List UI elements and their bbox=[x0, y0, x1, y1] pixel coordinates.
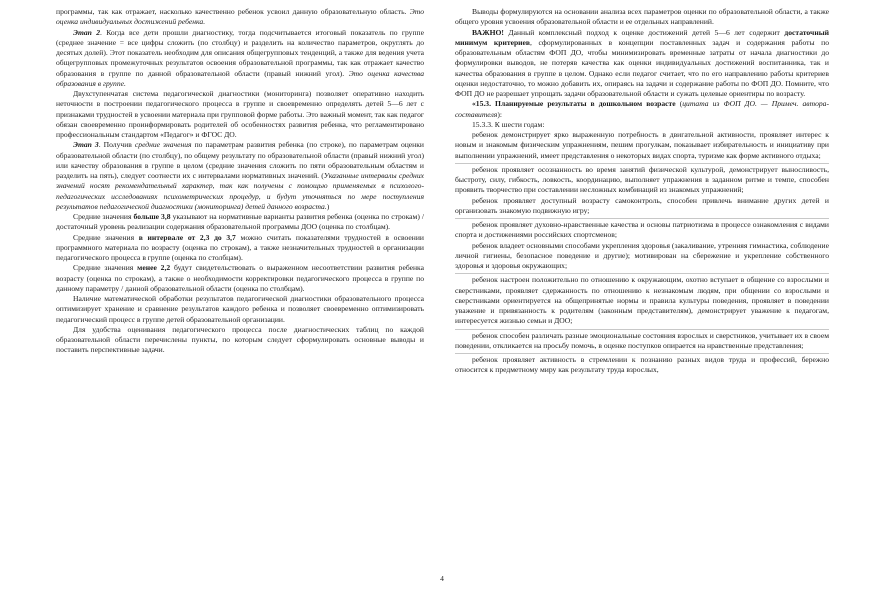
paragraph-interval-low: Средние значения менее 2,2 будут свидетельствовать о выраженном несоответствии развития ребенка возрасту (оценка по строкам), а также о необходимости корректировки педагогического процесса в группе по данному параметру / данной образовательной области (оценка по столбцам). bbox=[56, 263, 424, 293]
page-number: 4 bbox=[440, 574, 444, 583]
paragraph-stage-3: Этап 3. Получив средние значения по параметрам развития ребенка (по строке), по параметрам оценки образовательной области (по столбцу), по общему результату по образовательной области (правый нижний угол) или качеству образования в группе в целом (средние значения сложить по пяти образовательным областям и разделить на пять), следует соотнести их с интервалами нормативных значений. (Указанные интервалы средних значений носят рекомендательный характер, так как получены с помощью применяемых в психолого-педагогических исследованиях психометрических процедур, и будут уточняться по мере поступления результатов педагогической диагностики (мониторинга) детей данного возраста.) bbox=[56, 140, 424, 211]
paragraph: программы, так как отражает, насколько качественно ребенок усвоил данную образовательную область. Это оценка индивидуальных достижений ребенка. bbox=[56, 7, 424, 27]
section-heading: «15.3. Планируемые результаты в дошкольном возрасте (цитата из ФОП ДО. — Примеч. автора-составителя): bbox=[455, 99, 829, 119]
list-item: ребенок проявляет духовно-нравственные качества и основы патриотизма в процессе ознакомления с видами спорта и достижениями российских спортсменов; bbox=[455, 220, 829, 240]
divider bbox=[455, 353, 829, 354]
right-column bbox=[455, 7, 829, 376]
divider bbox=[455, 218, 829, 219]
list-item: ребенок демонстрирует ярко выраженную потребность в двигательной активности, проявляет интерес к новым и знакомым физическим упражнениям, пешим прогулкам, показывает избирательность и инициативу при выполнении упражнений, имеет представления о некоторых видах спорта, туризме как форме активного отдыха; bbox=[455, 130, 829, 160]
paragraph: Для удобства оценивания педагогического процесса после диагностических таблиц по каждой образовательной области перечислены пункты, по которым следует сформулировать основные выводы и поставить перспективные задачи. bbox=[56, 324, 424, 355]
paragraph-interval-high: Средние значения больше 3,8 указывают на нормативные варианты развития ребенка (оценка по строкам) / достаточный уровень реализации содержания образовательной программы ДОО (оценка по столбцам). bbox=[56, 212, 425, 232]
list-item: ребенок проявляет осознанность во время занятий физической культурой, демонстрирует выносливость, быстроту, силу, гибкость, ловкость, координацию, выполняет упражнения в заданном ритме и темпе, способен проявить творчество при составлении несложных комбинаций из знакомых упражнений; bbox=[455, 164, 829, 195]
list-item: ребенок проявляет активность в стремлении к познанию разных видов труда и профессий, бережно относится к предметному миру как результату труда взрослых, bbox=[455, 355, 829, 375]
list-item: ребенок настроен положительно по отношению к окружающим, охотно вступает в общение со взрослыми и сверстниками, проявляет сдержанность по отношению к незнакомым людям, при общении со взрослыми и сверстниками ориентируется на общепринятые нормы и правила культуры поведения, проявляет в поведении уважение и привязанность к родителям (законным представителям), демонстрирует уважение к педагогам, интересуется жизнью семьи и ДОО; bbox=[455, 275, 829, 326]
list-item: ребенок владеет основными способами укрепления здоровья (закаливание, утренняя гимнастика, соблюдение личной гигиены, безопасное поведение и другие); мотивирован на сбережение и укрепление собственного здоровья и здоровья окружающих; bbox=[455, 240, 829, 270]
divider bbox=[455, 163, 829, 164]
paragraph: Наличие математической обработки результатов педагогической диагностики образовательного процесса оптимизирует хранение и сравнение результатов каждого ребенка и позволяет своевременно оптимизировать педагогический процесс в группе детей образовательной организации. bbox=[56, 294, 424, 324]
paragraph-stage-2: Этап 2. Когда все дети прошли диагностику, тогда подсчитывается итоговый показатель по группе (среднее значение = все цифры сложить (по столбцу) и разделить на количество параметров, округлять до десятых долей). Этот показатель необходим для описания общегрупповых тенденций, а также для ведения учета общегрупповых промежуточных результатов освоения образовательной программы, так как отражает качество образования в группе по данной образовательной области (правый нижний угол). Это оценка качества образования в группе. bbox=[56, 27, 424, 88]
paragraph: Двухступенчатая система педагогической диагностики (мониторинга) позволяет оперативно находить неточности в построении педагогического процесса в группе и своевременно определять детей 5—6 лет с признаками трудностей в усвоении материала при групповой форме работы. Это важный момент, так как педагог обязан своевременно проинформировать родителей об особенностях развития ребенка, что регламентировано профессиональным стандартом «Педагог» и ФГОС ДО. bbox=[56, 89, 424, 139]
divider bbox=[455, 273, 829, 274]
paragraph-important: ВАЖНО! Данный комплексный подход к оценке достижений детей 5—6 лет содержит достаточный минимум критериев, сформулированных в концепции поставленных задач и содержания работы по образовательным областям ФОП ДО, чтобы минимизировать временные затраты от начала диагностики до формулировки выводов, не потеряв качества как оценки индивидуальных достижений воспитанника, так и качества образования в группе в целом. Однако если педагог считает, что по его направлению работы критериев оценки недостаточно, то можно добавить их, опираясь на задачи и содержание работы по ФОП ДО. Помните, что ФОП ДО не разрешает упрощать задачи образовательной области и сужать целевые ориентиры по возрасту. bbox=[455, 27, 829, 98]
list-item: ребенок проявляет доступный возрасту самоконтроль, способен привлечь внимание других детей и организовать знакомую подвижную игру; bbox=[455, 195, 829, 215]
paragraph: Выводы формулируются на основании анализа всех параметров оценки по образовательной области, а также общего уровня усвоения образовательной области и ее отдельных направлений. bbox=[455, 7, 829, 27]
list-item: ребенок способен различать разные эмоциональные состояния взрослых и сверстников, учитывает их в своем поведении, откликается на просьбу помочь, в оценке поступков опирается на нравственные представления; bbox=[455, 330, 829, 350]
subsection-label: 15.3.3. К шести годам: bbox=[472, 119, 545, 129]
paragraph-interval-mid: Средние значения в интервале от 2,3 до 3,7 можно считать показателями трудностей в освоении программного материала по возрасту (оценка по строкам), а также незначительных трудностей в организации педагогического процесса в группе (оценка по столбцам). bbox=[56, 232, 424, 262]
divider bbox=[455, 329, 829, 330]
left-column bbox=[56, 7, 424, 356]
